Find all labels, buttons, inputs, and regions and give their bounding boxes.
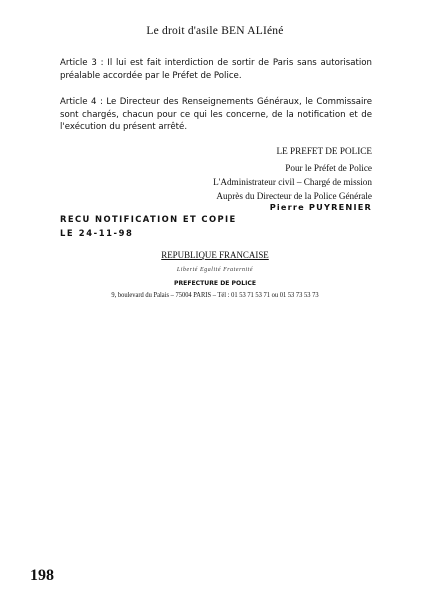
- signatory-line-2: L'Administrateur civil – Chargé de mission: [213, 177, 372, 187]
- republique-heading: REPUBLIQUE FRANCAISE: [161, 251, 269, 261]
- signatory-title: LE PREFET DE POLICE: [276, 146, 372, 156]
- article-3-paragraph: Article 3 : Il lui est fait interdiction de sortir de Paris sans autorisation préalable accordée par le Préfet de Police.: [60, 58, 372, 81]
- signatory-line-1: Pour le Préfet de Police: [285, 163, 372, 173]
- receipt-line-1: RECU NOTIFICATION ET COPIE: [60, 214, 237, 224]
- article-4-paragraph: Article 4 : Le Directeur des Renseignements Généraux, le Commissaire sont chargés, chacun pour ce qui les concerne, de la notification et de l'exécution du présent arrêté.: [60, 97, 372, 132]
- page-number: 198: [30, 567, 54, 584]
- prefecture-address: 9, boulevard du Palais – 75004 PARIS – Tél : 01 53 71 53 71 ou 01 53 73 53 73: [111, 292, 319, 299]
- national-motto: Liberté Egalité Fraternité: [176, 266, 254, 273]
- signatory-name: Pierre PUYRENIER: [269, 202, 372, 212]
- signatory-line-3: Auprès du Directeur de la Police Générale: [216, 191, 372, 201]
- running-header: Le droit d'asile BEN ALIéné: [146, 25, 284, 37]
- prefecture-name: PREFECTURE DE POLICE: [174, 279, 256, 287]
- receipt-date: LE 24-11-98: [60, 228, 134, 238]
